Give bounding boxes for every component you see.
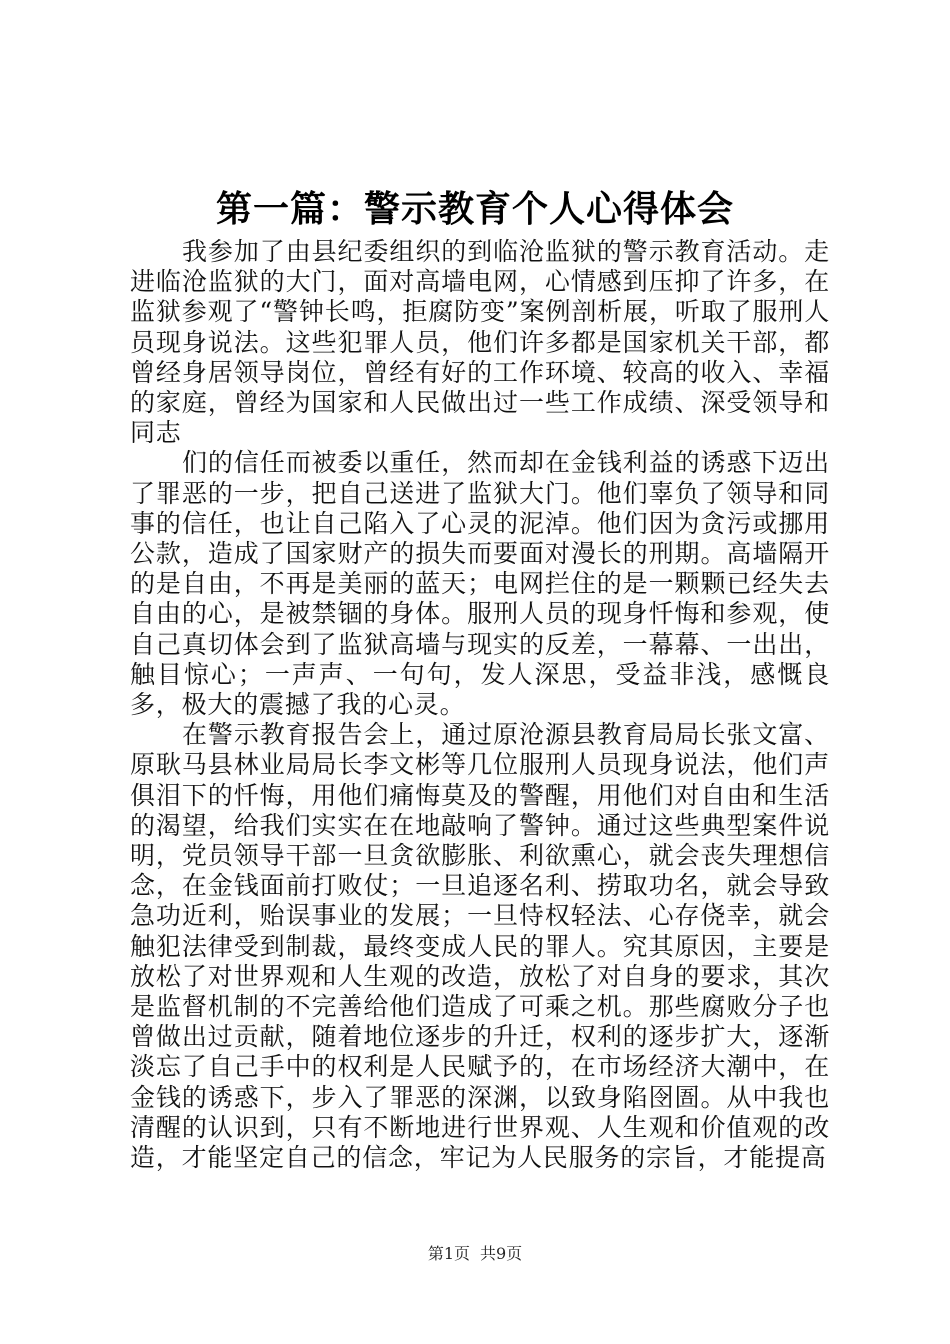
paragraph-3: 在警示教育报告会上，通过原沧源县教育局局长张文富、原耿马县林业局局长李文彬等几位服刑人员现身说法，他们声俱泪下的忏悔，用他们痛悔莫及的警醒，用他们对自由和生活的渴望，给我们实实在在地敲响了警钟。通过这些典型案件说明，党员领导干部一旦贪欲膨胀、利欲熏心，就会丧失理想信念，在金钱面前打败仗；一旦追逐名利、捞取功名，就会导致急功近利，贻误事业的发展；一旦恃权轻法、心存侥幸，就会触犯法律受到制裁，最终变成人民的罪人。究其原因，主要是放松了对世界观和人生观的改造，放松了对自身的要求，其次是监督机制的不完善给他们造成了可乘之机。那些腐败分子也曾做出过贡献，随着地位逐步的升迁，权利的逐步扩大，逐渐淡忘了自己手中的权利是人民赋予的，在市场经济大潮中，在金钱的诱惑下，步入了罪恶的深渊，以致身陷囹圄。从中我也清醒的认识到，只有不断地进行世界观、人生观和价值观的改造，才能坚定自己的信念，牢记为人民服务的宗旨，才能提高 (130, 720, 830, 1173)
paragraph-2: 们的信任而被委以重任，然而却在金钱利益的诱惑下迈出了罪恶的一步，把自己送进了监狱大门。他们辜负了领导和同事的信任，也让自己陷入了心灵的泥淖。他们因为贪污或挪用公款，造成了国家财产的损失而要面对漫长的刑期。高墙隔开的是自由，不再是美丽的蓝天；电网拦住的是一颗颗已经失去自由的心，是被禁锢的身体。服刑人员的现身忏悔和参观，使自己真切体会到了监狱高墙与现实的反差，一幕幕、一出出，触目惊心；一声声、一句句，发人深思，受益非浅，感慨良多，极大的震撼了我的心灵。 (130, 448, 830, 720)
document-body (130, 237, 830, 1173)
document-title: 第一篇：警示教育个人心得体会 (215, 189, 734, 230)
page-footer (0, 1244, 950, 1264)
page-total: 共9页 (480, 1244, 523, 1263)
paragraph-1: 我参加了由县纪委组织的到临沧监狱的警示教育活动。走进临沧监狱的大门，面对高墙电网，心情感到压抑了许多，在监狱参观了“警钟长鸣，拒腐防变”案例剖析展，听取了服刑人员现身说法。这些犯罪人员，他们许多都是国家机关干部，都曾经身居领导岗位，曾经有好的工作环境、较高的收入、幸福的家庭，曾经为国家和人民做出过一些工作成绩、深受领导和同志 (130, 237, 830, 448)
page-number: 第1页 (427, 1244, 470, 1263)
